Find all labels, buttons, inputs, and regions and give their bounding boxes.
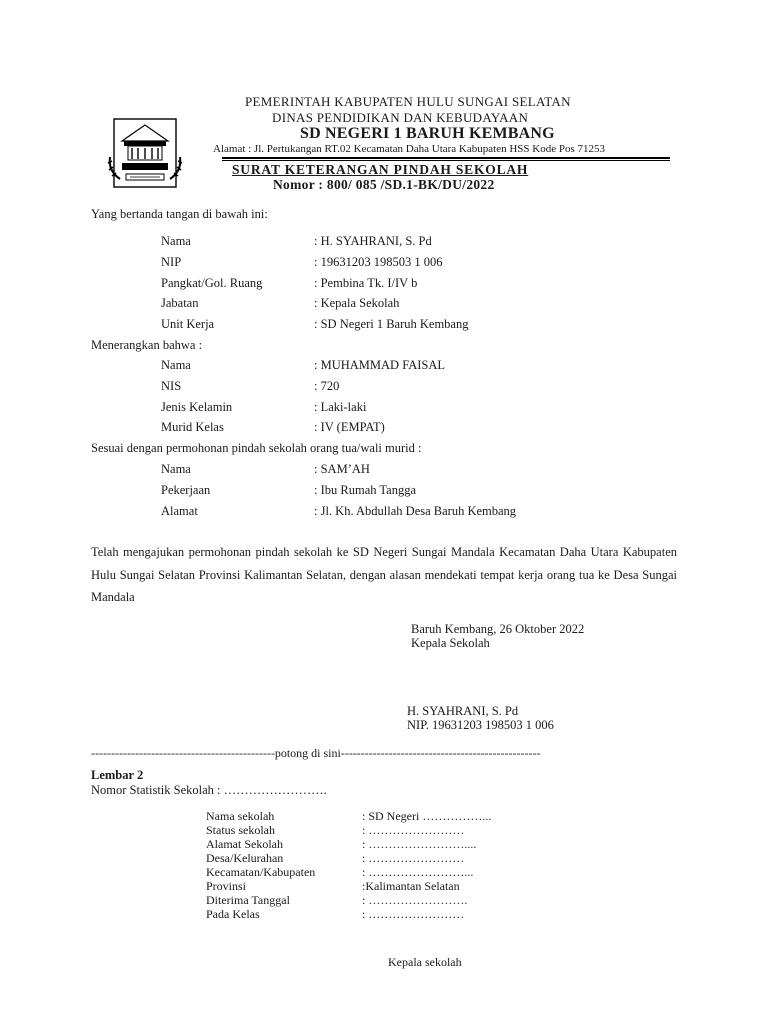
letter-number: Nomor : 800/ 085 /SD.1-BK/DU/2022 — [273, 177, 495, 192]
request-text: Sesuai dengan permohonan pindah sekolah orang tua/wali murid : — [91, 441, 422, 455]
parent-name-value: : SAM’AH — [314, 462, 370, 476]
slip-title: Lembar 2 — [91, 768, 144, 782]
student-class-value: : IV (EMPAT) — [314, 420, 385, 434]
signer-unit-label: Unit Kerja — [161, 317, 215, 331]
slip-received-date-label: Diterima Tanggal — [206, 893, 290, 907]
header-divider-thin — [222, 160, 670, 161]
header-government: PEMERINTAH KABUPATEN HULU SUNGAI SELATAN — [245, 94, 571, 109]
cut-line: ----------------------------------------------potong di sini-------------------------------------------------- — [91, 746, 541, 760]
letter-title: SURAT KETERANGAN PINDAH SEKOLAH — [232, 162, 529, 177]
body-paragraph: Telah mengajukan permohonan pindah sekolah ke SD Negeri Sungai Mandala Kecamatan Daha Utara Kabupaten Hulu Sungai Selatan Provinsi Kalimantan Selatan, dengan alasan mendekati tempat kerja orang tua ke Desa Sungai Mandala — [91, 545, 677, 604]
states-text: Menerangkan bahwa : — [91, 338, 203, 352]
place-date: Baruh Kembang, 26 Oktober 2022 — [411, 622, 585, 636]
intro-text: Yang bertanda tangan di bawah ini: — [91, 207, 268, 221]
parent-address-label: Alamat — [161, 504, 198, 518]
header-school-name: SD NEGERI 1 BARUH KEMBANG — [300, 125, 555, 142]
signer-rank-value: : Pembina Tk. I/IV b — [314, 276, 418, 290]
slip-school-name-value: : SD Negeri ……………... — [362, 809, 492, 823]
student-nis-label: NIS — [161, 379, 182, 393]
header-address: Alamat : Jl. Pertukangan RT.02 Kecamatan Daha Utara Kabupaten HSS Kode Pos 71253 — [213, 143, 605, 155]
signer-nip-label: NIP — [161, 255, 182, 269]
slip-province-value: :Kalimantan Selatan — [362, 879, 460, 893]
parent-name-label: Nama — [161, 462, 191, 476]
slip-village-label: Desa/Kelurahan — [206, 851, 284, 865]
signer-position-label: Jabatan — [161, 296, 199, 310]
header-department: DINAS PENDIDIKAN DAN KEBUDAYAAN — [272, 110, 529, 125]
slip-district-value: : ……………………... — [362, 865, 474, 879]
slip-signer-title: Kepala sekolah — [388, 955, 462, 969]
signer-name-label: Nama — [161, 234, 191, 248]
student-gender-value: : Laki-laki — [314, 400, 367, 414]
signer-title: Kepala Sekolah — [411, 636, 490, 650]
slip-stat-number: Nomor Statistik Sekolah : ……………………. — [91, 783, 327, 797]
parent-job-value: : Ibu Rumah Tangga — [314, 483, 417, 497]
slip-school-name-label: Nama sekolah — [206, 809, 275, 823]
parent-job-label: Pekerjaan — [161, 483, 211, 497]
school-emblem-logo — [106, 117, 184, 189]
slip-class-value: : …………………… — [362, 907, 465, 921]
slip-district-label: Kecamatan/Kabupaten — [206, 865, 316, 879]
student-class-label: Murid Kelas — [161, 420, 224, 434]
slip-class-label: Pada Kelas — [206, 907, 260, 921]
signer-nip-value: : 19631203 198503 1 006 — [314, 255, 443, 269]
signature-nip: NIP. 19631203 198503 1 006 — [407, 718, 554, 732]
signer-rank-label: Pangkat/Gol. Ruang — [161, 276, 263, 290]
header-divider-thick — [222, 157, 670, 159]
slip-school-status-label: Status sekolah — [206, 823, 275, 837]
parent-address-value: : Jl. Kh. Abdullah Desa Baruh Kembang — [314, 504, 517, 518]
slip-received-date-value: : ……………………. — [362, 893, 468, 907]
student-name-label: Nama — [161, 358, 191, 372]
signer-name-value: : H. SYAHRANI, S. Pd — [314, 234, 432, 248]
signer-position-value: : Kepala Sekolah — [314, 296, 400, 310]
slip-village-value: : …………………… — [362, 851, 465, 865]
slip-school-address-value: : …………………….... — [362, 837, 477, 851]
slip-school-status-value: : …………………… — [362, 823, 465, 837]
slip-school-address-label: Alamat Sekolah — [206, 837, 283, 851]
student-gender-label: Jenis Kelamin — [161, 400, 233, 414]
student-nis-value: : 720 — [314, 379, 340, 393]
student-name-value: : MUHAMMAD FAISAL — [314, 358, 446, 372]
signer-unit-value: : SD Negeri 1 Baruh Kembang — [314, 317, 469, 331]
signature-name: H. SYAHRANI, S. Pd — [407, 704, 519, 718]
slip-province-label: Provinsi — [206, 879, 247, 893]
